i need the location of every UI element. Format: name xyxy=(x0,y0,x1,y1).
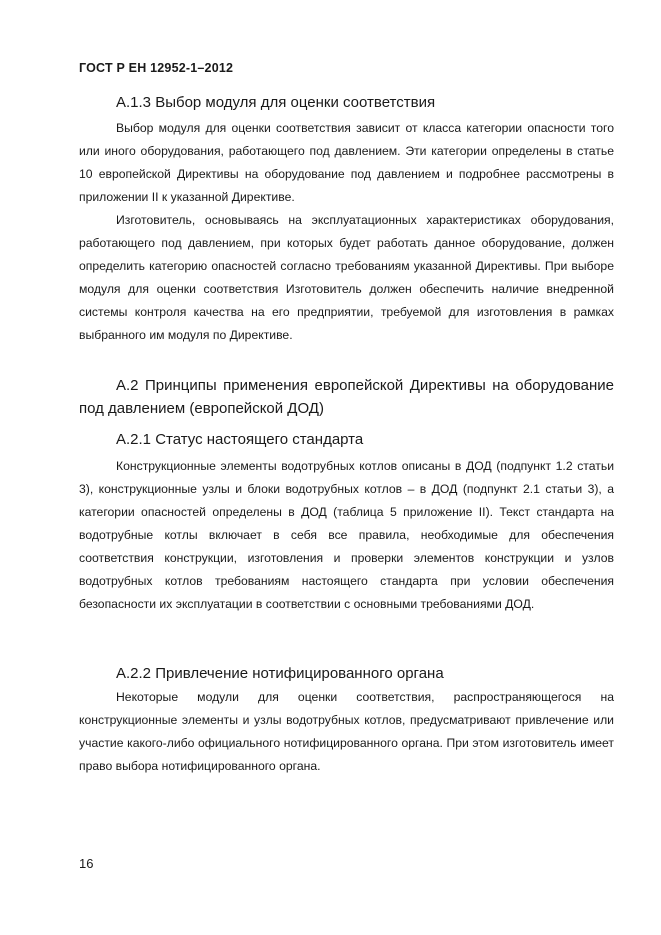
paragraph: Некоторые модули для оценки соответствия, распространяющегося на конструкционные элементы и узлы водотрубных котлов, предусматривают привлечение или участие какого-либо официального нотифицированного органа. При этом изготовитель имеет право выбора нотифицированного органа. xyxy=(79,690,614,773)
page-number: 16 xyxy=(79,856,94,871)
section-body-a21 xyxy=(79,455,614,616)
section-heading-a21: А.2.1 Статус настоящего стандарта xyxy=(116,431,364,448)
paragraph: Конструкционные элементы водотрубных котлов описаны в ДОД (подпункт 1.2 статьи 3), конструкционные узлы и блоки водотрубных котлов – в ДОД (подпункт 2.1 статьи 3), а категории опасностей определены в ДОД (таблица 5 приложение II). Текст стандарта на водотрубные котлы включает в себя все правила, необходимые для обеспечения соответствия конструкции, изготовления и проверки элементов конструкции и узлов водотрубных котлов требованиям настоящего стандарта при условии обеспечения безопасности их эксплуатации в соответствии с основными требованиями ДОД. xyxy=(79,459,614,611)
section-body-a13 xyxy=(79,117,614,347)
section-heading-a13: А.1.3 Выбор модуля для оценки соответствия xyxy=(116,94,436,111)
paragraph: Выбор модуля для оценки соответствия зависит от класса категории опасности того или иного оборудования, работающего под давлением. Эти категории определены в статье 10 европейской Директивы на оборудование под давлением и подробнее рассмотрены в приложении II к указанной Директиве. xyxy=(79,121,614,204)
section-heading-a2: А.2 Принципы применения европейской Директивы на оборудование под давлением (европейской ДОД) xyxy=(79,377,614,417)
document-code-header: ГОСТ Р ЕН 12952-1–2012 xyxy=(79,61,234,75)
section-heading-a22: А.2.2 Привлечение нотифицированного органа xyxy=(116,665,444,682)
paragraph: Изготовитель, основываясь на эксплуатационных характеристиках оборудования, работающего под давлением, при которых будет работать данное оборудование, должен определить категорию опасностей согласно требованиям указанной Директивы. При выборе модуля для оценки соответствия Изготовитель должен обеспечить наличие внедренной системы контроля качества на его предприятии, требуемой для изготовления в рамках выбранного им модуля по Директиве. xyxy=(79,213,614,342)
section-body-a22 xyxy=(79,686,614,778)
